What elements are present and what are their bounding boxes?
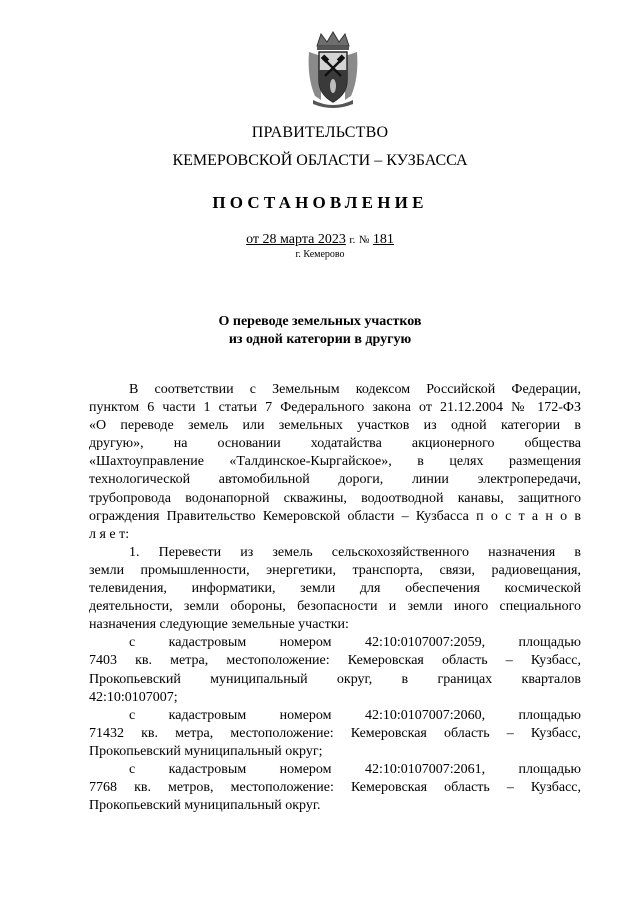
decree-verb-part1: п о с т а н о в (476, 508, 582, 524)
document-date: от 28 марта 2023 (246, 232, 346, 247)
coat-of-arms-icon (303, 30, 363, 108)
organization-name-line1: ПРАВИТЕЛЬСТВО (251, 124, 389, 141)
plot-line: с кадастровым номером 42:10:0107007:2060, площадью (129, 707, 581, 723)
year-suffix: г. (349, 234, 356, 246)
document-body (89, 381, 581, 815)
item-line: деятельности, земли обороны, безопасности и земли иного специального (89, 599, 581, 615)
body-line: «О переводе земель или земельных участков из одной категории в (89, 418, 581, 434)
document-type-title: ПОСТАНОВЛЕНИЕ (212, 193, 428, 212)
plot-line: 71432 кв. метра, местоположение: Кемеровская область – Кузбасс, (89, 725, 581, 741)
body-line: другую», на основании ходатайства акционерного общества (89, 436, 581, 452)
plot-line: с кадастровым номером 42:10:0107007:2059, площадью (129, 635, 581, 651)
plot-line: Прокопьевский муниципальный округ; (89, 743, 323, 759)
plot-line: 7403 кв. метра, местоположение: Кемеровская область – Кузбасс, (89, 653, 581, 669)
subject-line1: О переводе земельных участков (218, 314, 422, 329)
body-text: ограждения Правительство Кемеровской области – Кузбасса (89, 508, 469, 524)
body-line: технологической автомобильной дороги, линии электропередачи, (89, 472, 581, 488)
body-line: трубопровода водонапорной скважины, водоотводной канавы, защитного (89, 490, 581, 506)
plot-line: 42:10:0107007; (89, 689, 178, 705)
plot-line: с кадастровым номером 42:10:0107007:2061, площадью (129, 761, 581, 777)
body-line: В соответствии с Земельным кодексом Российской Федерации, (129, 382, 581, 397)
body-line: пунктом 6 части 1 статьи 7 Федерального закона от 21.12.2004 № 172-ФЗ (89, 400, 581, 416)
plot-line: 7768 кв. метров, местоположение: Кемеровская область – Кузбасс, (89, 780, 581, 796)
item-line: земли промышленности, энергетики, транспорта, связи, радиовещания, (89, 562, 581, 578)
item-line: 1. Перевести из земель сельскохозяйственного назначения в (129, 544, 581, 560)
document-number: 181 (372, 232, 394, 247)
body-line: «Шахтоуправление «Талдинское-Кыргайское», в целях размещения (89, 454, 581, 470)
document-date-number (0, 232, 640, 248)
organization-name-line2: КЕМЕРОВСКОЙ ОБЛАСТИ – КУЗБАССА (172, 152, 468, 169)
plot-line: Прокопьевский муниципальный округ, в границах кварталов (89, 671, 581, 687)
item-line: назначения следующие земельные участки: (89, 617, 349, 633)
subject-line2: из одной категории в другую (228, 332, 412, 347)
item-line: телевидения, информатики, земли для обеспечения космической (89, 581, 581, 597)
document-city: г. Кемерово (295, 249, 345, 260)
decree-verb-part2: л я е т: (89, 526, 130, 542)
number-sign: № (358, 234, 370, 246)
body-line-with-verb (89, 508, 581, 526)
plot-line: Прокопьевский муниципальный округ. (89, 798, 321, 814)
